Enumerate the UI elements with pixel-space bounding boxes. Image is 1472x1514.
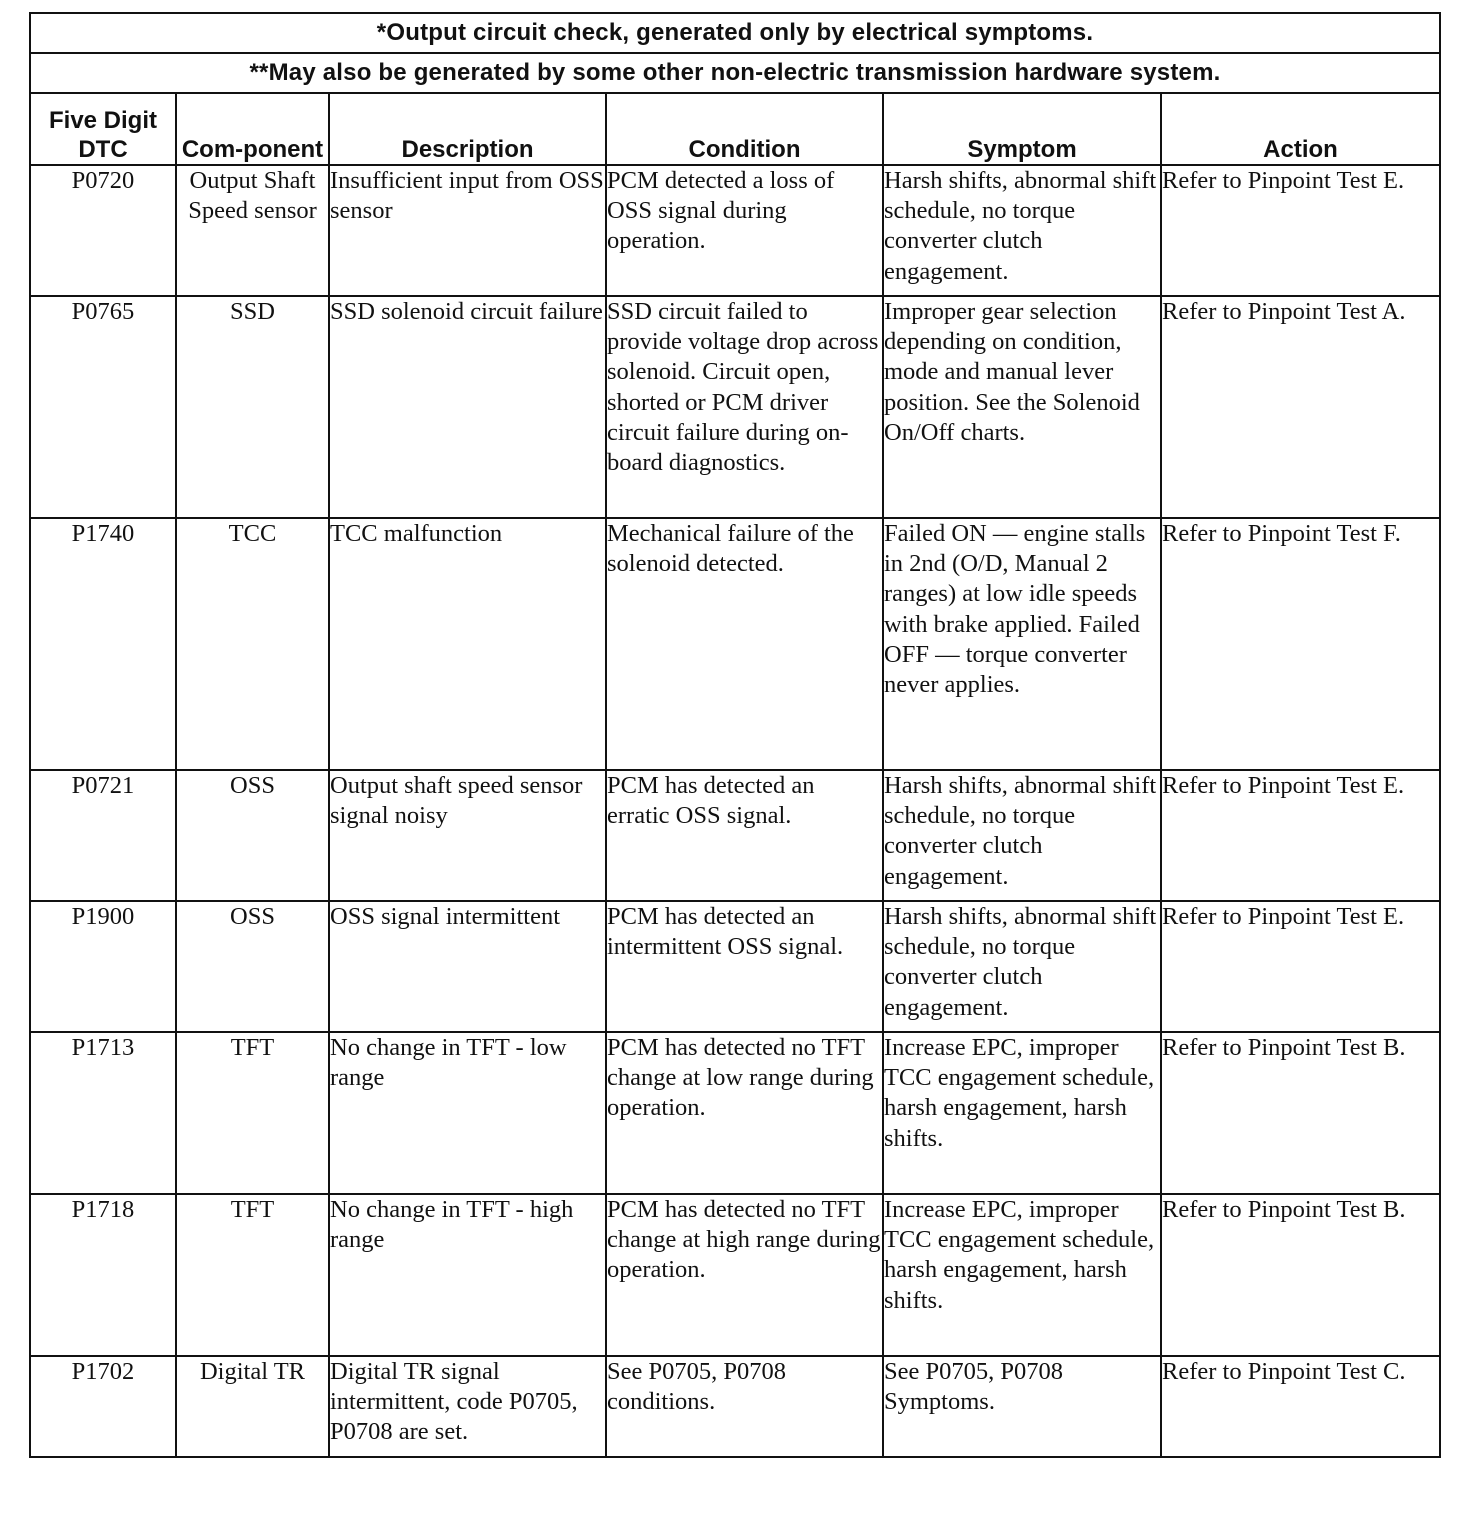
cell-symptom: See P0705, P0708 Symptoms. — [883, 1356, 1161, 1457]
cell-condition: SSD circuit failed to provide voltage drop across solenoid. Circuit open, shorted or PCM driver circuit failure during on-board diagnostics. — [606, 296, 883, 518]
cell-description: TCC malfunction — [329, 518, 606, 770]
header-row — [30, 93, 1440, 165]
cell-action: Refer to Pinpoint Test E. — [1161, 901, 1440, 1032]
cell-component: TFT — [176, 1194, 329, 1356]
cell-component: OSS — [176, 770, 329, 901]
cell-symptom: Harsh shifts, abnormal shift schedule, no torque converter clutch engagement. — [883, 901, 1161, 1032]
col-header-description: Description — [329, 93, 606, 165]
table-row — [30, 296, 1440, 518]
cell-dtc: P1900 — [30, 901, 176, 1032]
cell-symptom: Increase EPC, improper TCC engagement schedule, harsh engagement, harsh shifts. — [883, 1194, 1161, 1356]
cell-dtc: P1718 — [30, 1194, 176, 1356]
cell-description: Output shaft speed sensor signal noisy — [329, 770, 606, 901]
table-row — [30, 1032, 1440, 1194]
cell-dtc: P0720 — [30, 165, 176, 296]
cell-component: Digital TR — [176, 1356, 329, 1457]
note-row-2 — [30, 53, 1440, 93]
cell-condition: PCM detected a loss of OSS signal during operation. — [606, 165, 883, 296]
table-row — [30, 1356, 1440, 1457]
cell-symptom: Increase EPC, improper TCC engagement schedule, harsh engagement, harsh shifts. — [883, 1032, 1161, 1194]
cell-condition: PCM has detected an intermittent OSS signal. — [606, 901, 883, 1032]
cell-component: OSS — [176, 901, 329, 1032]
cell-condition: PCM has detected no TFT change at low range during operation. — [606, 1032, 883, 1194]
cell-action: Refer to Pinpoint Test B. — [1161, 1194, 1440, 1356]
cell-dtc: P1740 — [30, 518, 176, 770]
table-row — [30, 901, 1440, 1032]
table-row — [30, 770, 1440, 901]
cell-dtc: P1713 — [30, 1032, 176, 1194]
col-header-action: Action — [1161, 93, 1440, 165]
col-header-symptom: Symptom — [883, 93, 1161, 165]
cell-condition: Mechanical failure of the solenoid detected. — [606, 518, 883, 770]
col-header-component: Com-ponent — [176, 93, 329, 165]
cell-action: Refer to Pinpoint Test E. — [1161, 165, 1440, 296]
cell-component: TFT — [176, 1032, 329, 1194]
cell-action: Refer to Pinpoint Test E. — [1161, 770, 1440, 901]
cell-dtc: P0765 — [30, 296, 176, 518]
cell-description: SSD solenoid circuit failure — [329, 296, 606, 518]
cell-symptom: Harsh shifts, abnormal shift schedule, no torque converter clutch engagement. — [883, 770, 1161, 901]
cell-description: OSS signal intermittent — [329, 901, 606, 1032]
cell-condition: PCM has detected an erratic OSS signal. — [606, 770, 883, 901]
cell-dtc: P0721 — [30, 770, 176, 901]
table-row — [30, 518, 1440, 770]
cell-condition: PCM has detected no TFT change at high range during operation. — [606, 1194, 883, 1356]
cell-description: Digital TR signal intermittent, code P0705, P0708 are set. — [329, 1356, 606, 1457]
cell-action: Refer to Pinpoint Test F. — [1161, 518, 1440, 770]
col-header-dtc: Five Digit DTC — [30, 93, 176, 165]
cell-dtc: P1702 — [30, 1356, 176, 1457]
cell-symptom: Failed ON — engine stalls in 2nd (O/D, Manual 2 ranges) at low idle speeds with brake applied. Failed OFF — torque converter never applies. — [883, 518, 1161, 770]
cell-component: TCC — [176, 518, 329, 770]
footnote-non-electric: **May also be generated by some other non-electric transmission hardware system. — [30, 53, 1440, 93]
footnote-output-circuit: *Output circuit check, generated only by electrical symptoms. — [30, 13, 1440, 53]
table-row — [30, 165, 1440, 296]
cell-action: Refer to Pinpoint Test C. — [1161, 1356, 1440, 1457]
note-row-1 — [30, 13, 1440, 53]
cell-action: Refer to Pinpoint Test A. — [1161, 296, 1440, 518]
cell-description: No change in TFT - high range — [329, 1194, 606, 1356]
cell-symptom: Improper gear selection depending on condition, mode and manual lever position. See the Solenoid On/Off charts. — [883, 296, 1161, 518]
cell-action: Refer to Pinpoint Test B. — [1161, 1032, 1440, 1194]
cell-component: SSD — [176, 296, 329, 518]
cell-symptom: Harsh shifts, abnormal shift schedule, no torque converter clutch engagement. — [883, 165, 1161, 296]
cell-component: Output Shaft Speed sensor — [176, 165, 329, 296]
table-row — [30, 1194, 1440, 1356]
cell-description: Insufficient input from OSS sensor — [329, 165, 606, 296]
cell-description: No change in TFT - low range — [329, 1032, 606, 1194]
dtc-table — [29, 12, 1441, 1458]
col-header-condition: Condition — [606, 93, 883, 165]
cell-condition: See P0705, P0708 conditions. — [606, 1356, 883, 1457]
